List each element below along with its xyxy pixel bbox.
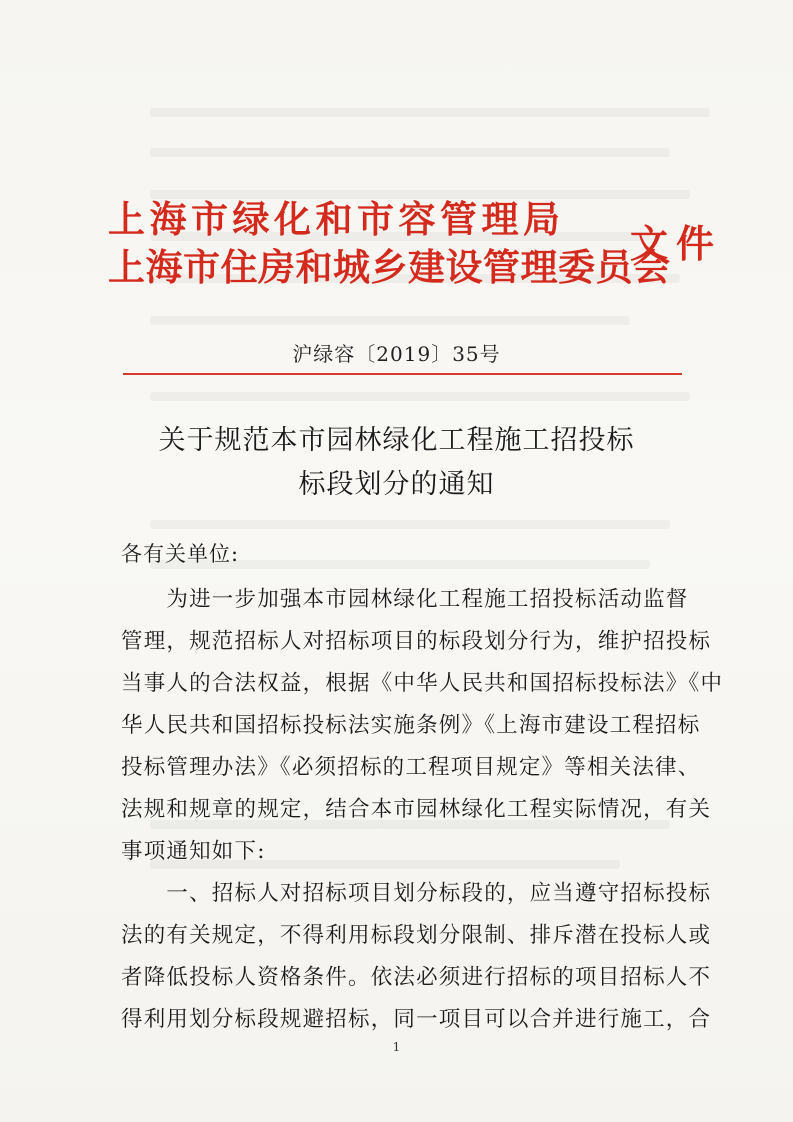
document-type-label: 文件 [630,221,723,266]
salutation: 各有关单位: [121,542,240,566]
issuing-agency-1: 上海市绿化和市容管理局 [108,197,565,241]
body-line: 得利用划分标段规避招标，同一项目可以合并进行施工，合 [121,1007,712,1032]
body-line: 一、招标人对招标项目划分标段的，应当遵守招标投标 [121,881,712,906]
body-line: 当事人的合法权益，根据《中华人民共和国招标投标法》《中 [121,671,724,696]
issuing-agency-2: 上海市住房和城乡建设管理委员会 [108,245,671,289]
body-line: 者降低投标人资格条件。依法必须进行招标的项目招标人不 [121,965,712,990]
notice-title-line-2: 标段划分的通知 [298,469,495,500]
body-line: 投标管理办法》《必须招标的工程项目规定》等相关法律、 [121,755,701,780]
body-line: 为进一步加强本市园林绿化工程施工招投标活动监督 [121,587,689,612]
notice-title-line-1: 关于规范本市园林绿化工程施工招投标 [158,425,635,456]
page-number: 1 [392,1040,401,1054]
body-line: 法的有关规定，不得利用标段划分限制、排斥潜在投标人或 [121,923,712,948]
body-line: 管理，规范招标人对招标项目的标段划分行为，维护招投标 [121,629,712,654]
body-line: 事项通知如下: [121,839,266,864]
red-divider-line [123,373,682,375]
body-line: 法规和规章的规定，结合本市园林绿化工程实际情况，有关 [121,797,712,822]
document-number: 沪绿容〔2019〕35号 [292,342,501,366]
body-line: 华人民共和国招标投标法实施条例》《上海市建设工程招标 [121,713,701,738]
document-header [100,185,740,295]
